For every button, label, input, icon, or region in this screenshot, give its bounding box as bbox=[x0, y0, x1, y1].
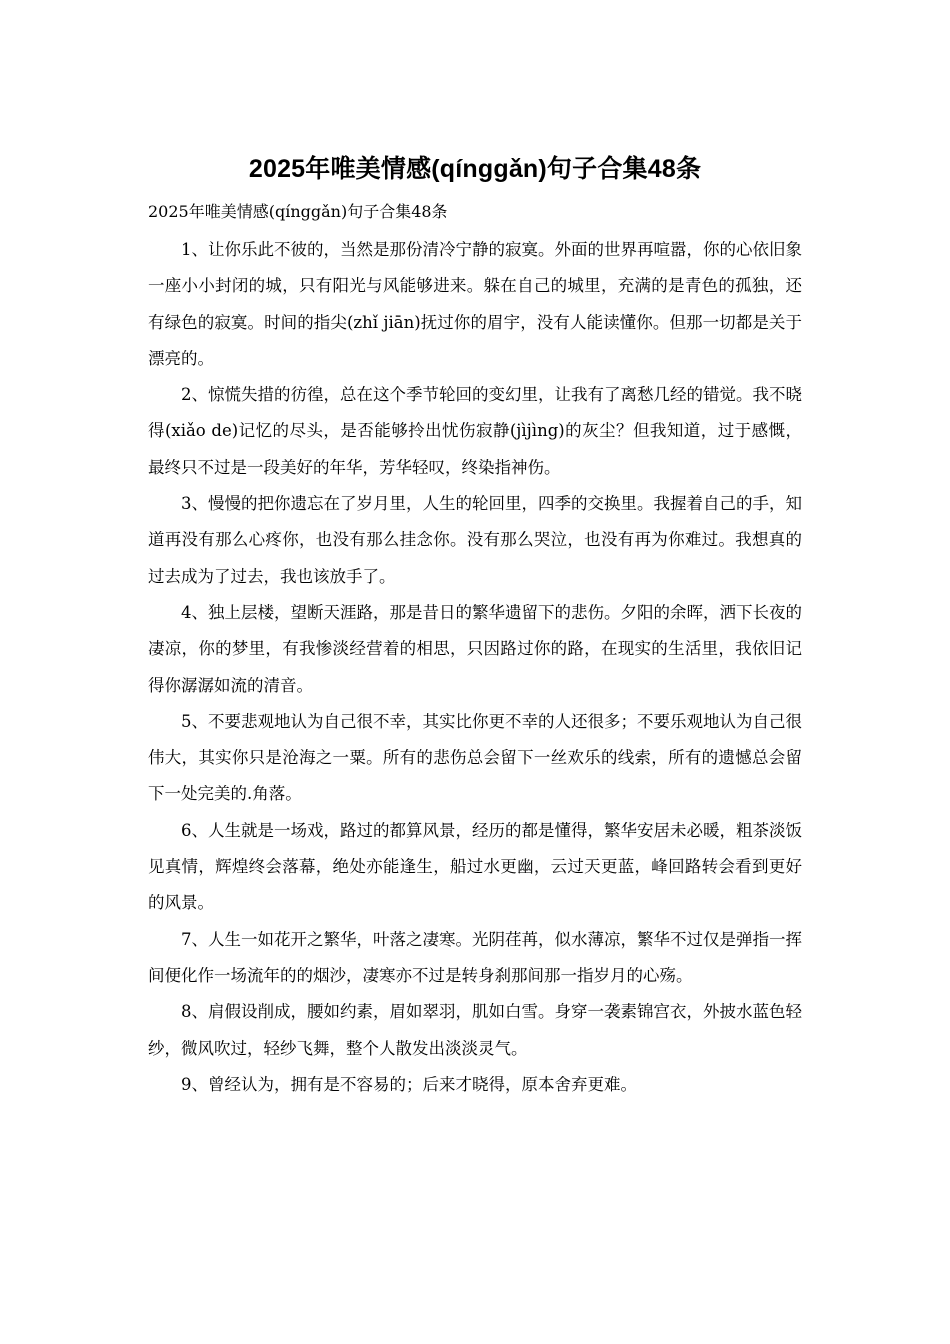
paragraph-6: 6、人生就是一场戏，路过的都算风景，经历的都是懂得，繁华安居未必暖，粗茶淡饭见真情，辉煌终会落幕，绝处亦能逢生，船过水更幽，云过天更蓝，峰回路转会看到更好的风景。 bbox=[148, 820, 802, 913]
paragraph-7: 7、人生一如花开之繁华，叶落之凄寒。光阴荏苒，似水薄凉，繁华不过仅是弹指一挥间便化作一场流年的的烟沙，凄寒亦不过是转身刹那间那一指岁月的心殇。 bbox=[148, 929, 802, 985]
paragraph-4: 4、独上层楼，望断天涯路，那是昔日的繁华遗留下的悲伤。夕阳的余晖，洒下长夜的凄凉，你的梦里，有我惨淡经营着的相思，只因路过你的路，在现实的生活里，我依旧记得你潺潺如流的清音。 bbox=[148, 602, 802, 695]
paragraph-3: 3、慢慢的把你遗忘在了岁月里，人生的轮回里，四季的交换里。我握着自己的手，知道再没有那么心疼你，也没有那么挂念你。没有那么哭泣，也没有再为你难过。我想真的过去成为了过去，我也该放手了。 bbox=[148, 494, 802, 586]
document-subtitle: 2025年唯美情感(qínggǎn)句子合集48条 bbox=[148, 202, 448, 221]
paragraph-1: 1、让你乐此不彼的，当然是那份清冷宁静的寂寞。外面的世界再喧嚣，你的心依旧象一座小小封闭的城，只有阳光与风能够进来。躲在自己的城里，充满的是青色的孤独，还有绿色的寂寞。时间的指尖(zhǐ jiān)抚过你的眉宇，没有人能读懂你。但那一切都是关于漂亮的。 bbox=[148, 240, 802, 368]
document-title: 2025年唯美情感(qínggǎn)句子合集48条 bbox=[248, 155, 702, 183]
document-body bbox=[148, 232, 802, 1103]
paragraph-5: 5、不要悲观地认为自己很不幸，其实比你更不幸的人还很多；不要乐观地认为自己很伟大，其实你只是沧海之一粟。所有的悲伤总会留下一丝欢乐的线索，所有的遗憾总会留下一处完美的.角落。 bbox=[148, 711, 802, 804]
paragraph-8: 8、肩假设削成，腰如约素，眉如翠羽，肌如白雪。身穿一袭素锦宫衣，外披水蓝色轻纱，微风吹过，轻纱飞舞，整个人散发出淡淡灵气。 bbox=[148, 1002, 802, 1058]
paragraph-9: 9、曾经认为，拥有是不容易的；后来才晓得，原本舍弃更难。 bbox=[181, 1074, 637, 1094]
paragraph-2: 2、惊慌失措的彷徨，总在这个季节轮回的变幻里，让我有了离愁几经的错觉。我不晓得(xiǎo de)记忆的尽头，是否能够拎出忧伤寂静(jìjìng)的灰尘？但我知道，过于感慨，最终只不过是一段美好的年华，芳华轻叹，终染指神伤。 bbox=[148, 385, 802, 477]
